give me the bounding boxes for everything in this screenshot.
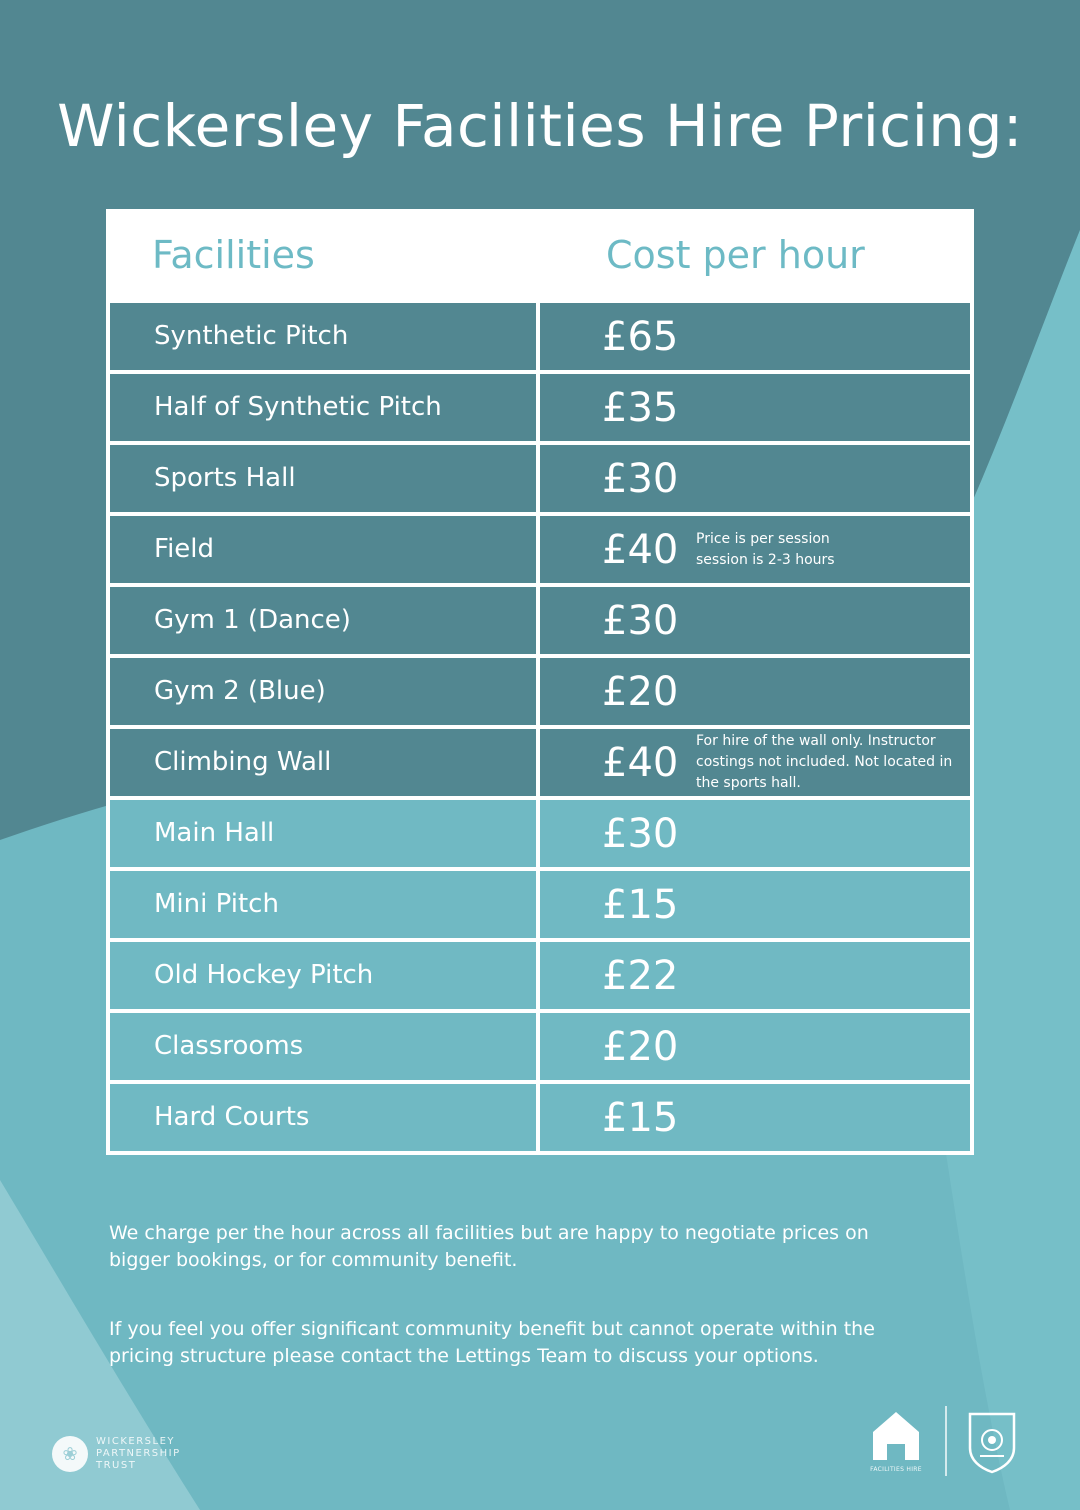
facility-name: Classrooms (110, 1013, 536, 1080)
pricing-table (106, 209, 974, 1155)
table-row (110, 1084, 970, 1151)
table-row (110, 445, 970, 512)
price-cell (540, 942, 970, 1009)
facilities-hire-caption: FACILITIES HIRE (870, 1466, 922, 1473)
price-note: For hire of the wall only. Instructor costings not included. Not located in the sports hall. (696, 733, 953, 791)
facility-name: Synthetic Pitch (110, 303, 536, 370)
table-row (110, 1013, 970, 1080)
school-crest-icon (966, 1410, 1018, 1474)
price-value: £15 (602, 881, 679, 928)
price-value: £30 (602, 810, 679, 857)
price-value: £15 (602, 1094, 679, 1141)
price-cell (540, 1084, 970, 1151)
facility-name: Main Hall (110, 800, 536, 867)
price-cell (540, 658, 970, 725)
price-cell (540, 374, 970, 441)
price-value: £30 (602, 455, 679, 502)
facility-name: Climbing Wall (110, 729, 536, 796)
price-value: £65 (602, 313, 679, 360)
table-header (110, 209, 970, 299)
price-cell (540, 303, 970, 370)
price-value: £20 (602, 1023, 679, 1070)
price-cell (540, 445, 970, 512)
table-row (110, 729, 970, 796)
house-icon (869, 1408, 923, 1462)
table-row (110, 374, 970, 441)
price-cell (540, 587, 970, 654)
page-title: Wickersley Facilities Hire Pricing: (57, 92, 1023, 160)
facility-name: Mini Pitch (110, 871, 536, 938)
table-row (110, 658, 970, 725)
facility-name: Sports Hall (110, 445, 536, 512)
community-benefit-paragraph: If you feel you offer significant community benefit but cannot operate within the pricing structure please contact the Lettings Team to discuss your options. (109, 1318, 875, 1367)
facility-name: Gym 2 (Blue) (110, 658, 536, 725)
table-row (110, 303, 970, 370)
table-row (110, 800, 970, 867)
price-cell (540, 516, 970, 583)
trust-logo (52, 1436, 181, 1472)
facilities-hire-logo (866, 1408, 926, 1473)
price-cell (540, 800, 970, 867)
price-cell (540, 871, 970, 938)
price-cell (540, 1013, 970, 1080)
header-cost-per-hour: Cost per hour (606, 233, 865, 277)
table-row (110, 516, 970, 583)
price-value: £40 (602, 739, 679, 786)
footer-divider (945, 1406, 947, 1476)
price-value: £22 (602, 952, 679, 999)
price-value: £20 (602, 668, 679, 715)
facility-name: Half of Synthetic Pitch (110, 374, 536, 441)
price-value: £40 (602, 526, 679, 573)
facility-name: Hard Courts (110, 1084, 536, 1151)
trust-name: WICKERSLEY PARTNERSHIP TRUST (96, 1436, 181, 1471)
price-note (696, 529, 835, 571)
table-row (110, 942, 970, 1009)
table-row (110, 871, 970, 938)
header-facilities: Facilities (152, 233, 315, 277)
facility-name: Gym 1 (Dance) (110, 587, 536, 654)
price-cell (540, 729, 970, 796)
facility-name: Old Hockey Pitch (110, 942, 536, 1009)
price-note-line: Price is per session (696, 530, 830, 547)
facility-name: Field (110, 516, 536, 583)
pricing-negotiation-paragraph: We charge per the hour across all facilities but are happy to negotiate prices on bigger bookings, or for community benefit. (109, 1222, 869, 1271)
price-value: £35 (602, 384, 679, 431)
trust-logo-icon: ❀ (52, 1436, 88, 1472)
price-note-line: session is 2-3 hours (696, 551, 835, 568)
price-value: £30 (602, 597, 679, 644)
table-row (110, 587, 970, 654)
